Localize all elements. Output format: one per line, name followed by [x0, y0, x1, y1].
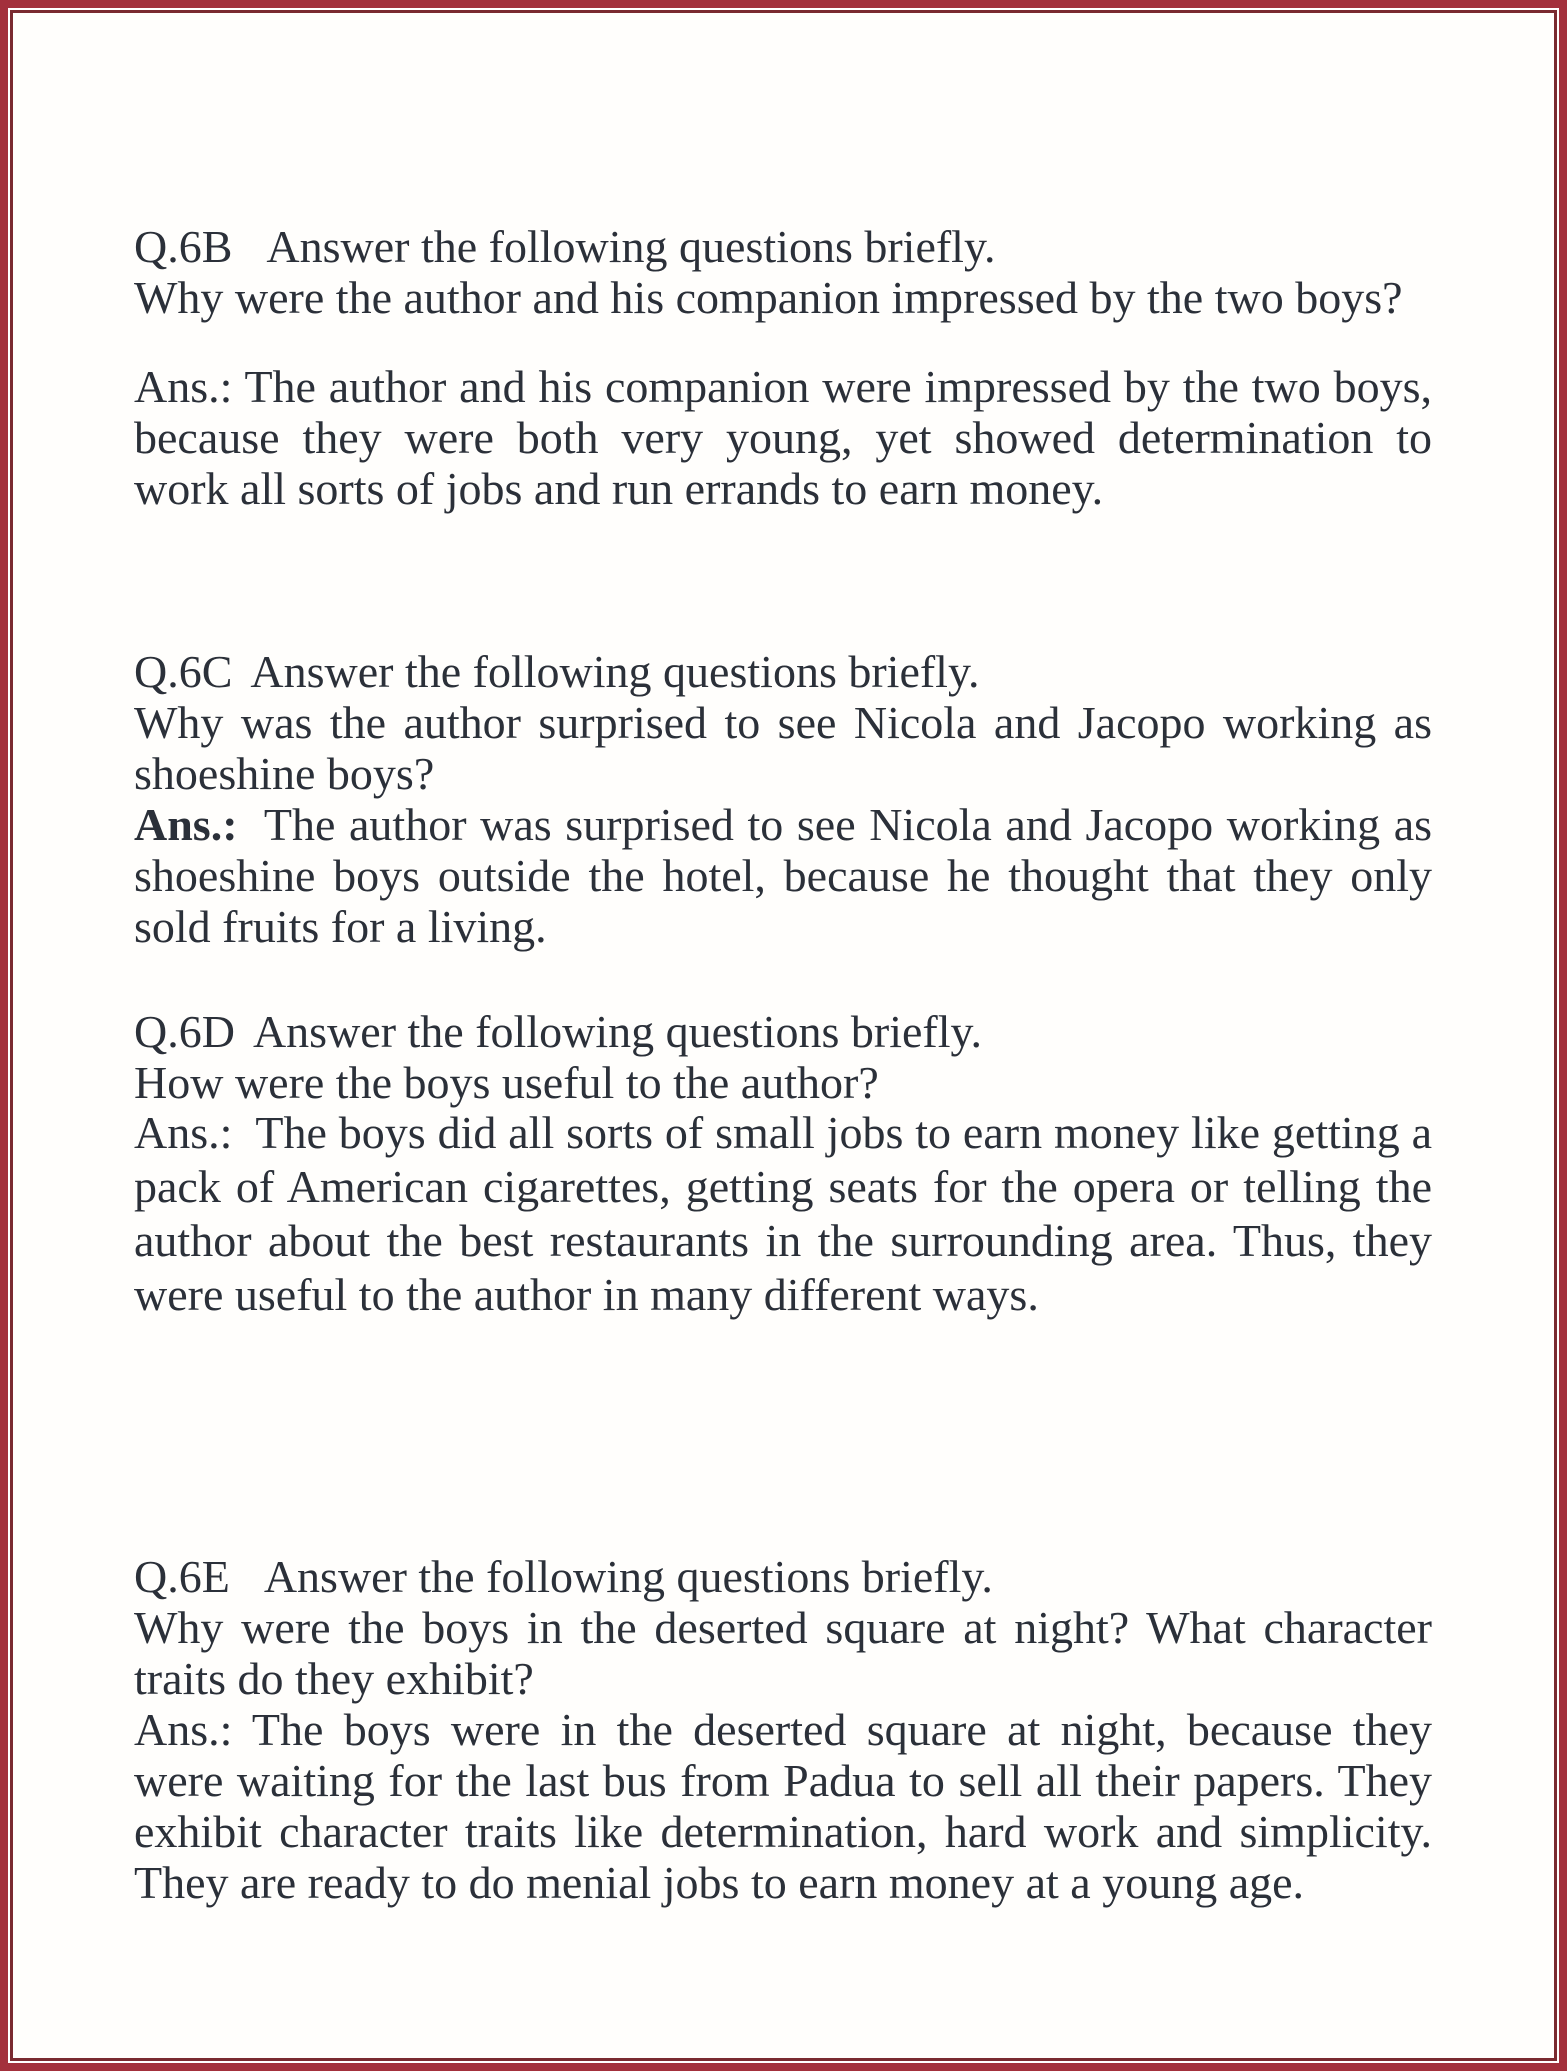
question-text: Why was the author surprised to see Nicola and Jacopo working as shoeshine boys?	[134, 697, 1432, 799]
question-heading	[134, 1551, 1432, 1602]
question-6c	[134, 646, 1432, 952]
question-instruction: Answer the following questions briefly.	[250, 646, 980, 697]
question-label: Q.6B	[134, 221, 233, 272]
answer-label: Ans.:	[134, 361, 233, 412]
question-instruction: Answer the following questions briefly.	[266, 221, 996, 272]
question-6d	[134, 1006, 1432, 1108]
question-text: How were the boys useful to the author?	[134, 1057, 879, 1108]
answer-text: The author and his companion were impressed by the two boys, because they were both very young, yet showed determination to work all sorts of jobs and run errands to earn money.	[134, 361, 1432, 514]
answer-label: Ans.:	[134, 1704, 233, 1755]
answer-text: The author was surprised to see Nicola and Jacopo working as shoeshine boys outside the hotel, because he thought that they only sold fruits for a living.	[134, 799, 1433, 952]
question-text: Why were the author and his companion impressed by the two boys?	[134, 272, 1403, 323]
question-instruction: Answer the following questions briefly.	[252, 1006, 983, 1057]
answer-label: Ans.:	[134, 799, 238, 850]
answer-text: The boys were in the deserted square at night, because they were waiting for the last bus from Padua to sell all their papers. They exhibit character traits like determination, hard work and simplicity. They are ready to do menial jobs to earn money at a young age.	[134, 1704, 1432, 1908]
question-heading	[134, 646, 1432, 697]
answer-label: Ans.:	[134, 1107, 233, 1158]
answer-6d	[134, 1106, 1432, 1322]
answer-6e	[134, 1704, 1432, 1908]
question-heading	[134, 221, 1432, 272]
question-6e	[134, 1551, 1432, 1908]
answer-6b	[134, 361, 1432, 514]
question-text: Why were the boys in the deserted square at night? What character traits do they exhibit?	[134, 1602, 1432, 1704]
question-label: Q.6D	[134, 1006, 235, 1057]
question-6b	[134, 221, 1432, 323]
answer-6c	[134, 799, 1432, 952]
answer-text: The boys did all sorts of small jobs to earn money like getting a pack of American cigarettes, getting seats for the opera or telling the author about the best restaurants in the surrounding area. Thus, they were useful to the author in many different ways.	[134, 1107, 1432, 1320]
question-label: Q.6C	[134, 646, 233, 697]
question-instruction: Answer the following questions briefly.	[263, 1551, 993, 1602]
question-heading	[134, 1006, 1432, 1057]
question-label: Q.6E	[134, 1551, 230, 1602]
